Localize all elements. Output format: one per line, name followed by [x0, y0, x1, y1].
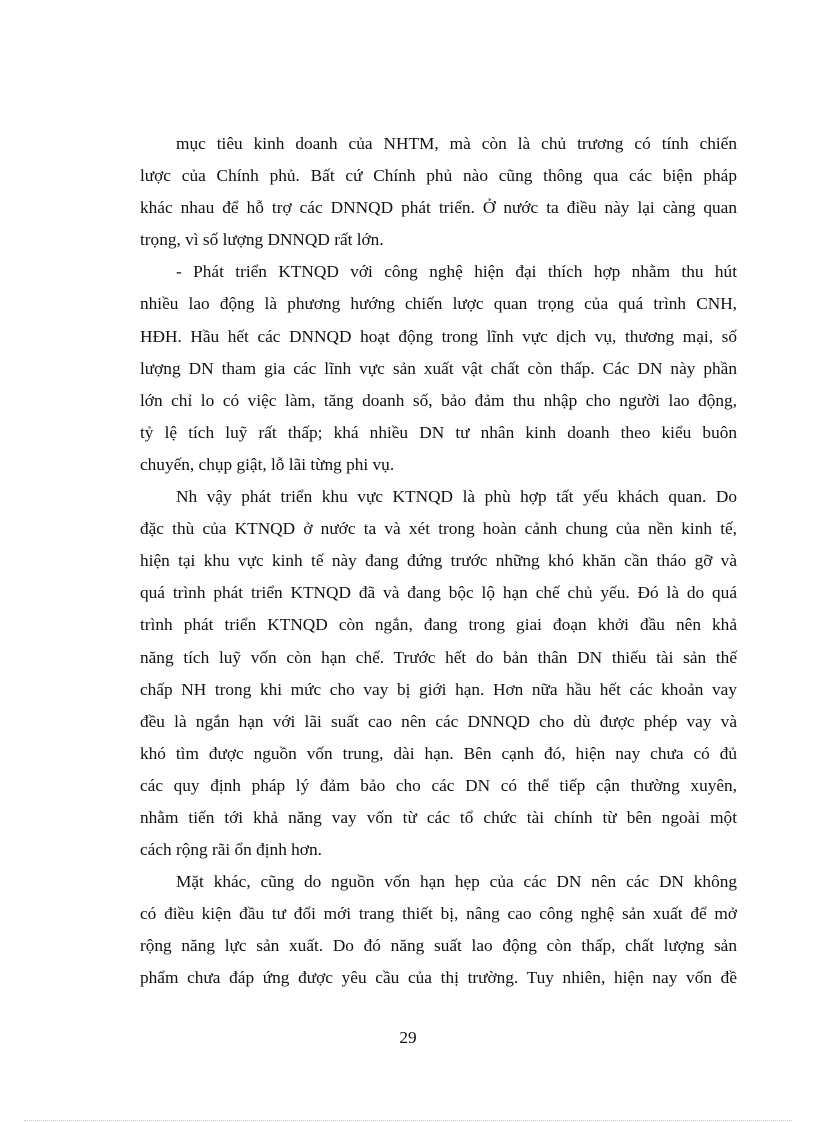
text-line: các quy định pháp lý đảm bảo cho các DN có thể tiếp cận thường xuyên,: [140, 775, 737, 795]
text-line: phẩm chưa đáp ứng được yêu cầu của thị trường. Tuy nhiên, hiện nay vốn đề: [140, 968, 737, 988]
text-line: khó tìm được nguồn vốn trung, dài hạn. Bên cạnh đó, hiện nay chưa có đủ: [140, 743, 737, 763]
text-line: Nh vậy phát triển khu vực KTNQD là phù hợp tất yếu khách quan. Do: [176, 487, 737, 507]
text-line: trọng, vì số lượng DNNQD rất lớn.: [140, 230, 384, 250]
text-line: - Phát triển KTNQD với công nghệ hiện đại thích hợp nhằm thu hút: [176, 262, 737, 282]
text-line: rộng năng lực sản xuất. Do đó năng suất lao động còn thấp, chất lượng sản: [140, 936, 737, 956]
body-text: [140, 128, 737, 995]
text-line: HĐH. Hầu hết các DNNQD hoạt động trong lĩnh vực dịch vụ, thương mại, số: [140, 326, 737, 346]
page-number: 29: [399, 1028, 417, 1047]
text-line: chấp NH trong khi mức cho vay bị giới hạn. Hơn nữa hầu hết các khoản vay: [140, 679, 737, 699]
text-line: chuyến, chụp giật, lỗ lãi từng phi vụ.: [140, 454, 395, 474]
text-line: lượng DN tham gia các lĩnh vực sản xuất vật chất còn thấp. Các DN này phần: [140, 358, 737, 378]
text-line: lược của Chính phủ. Bất cứ Chính phủ nào cũng thông qua các biện pháp: [140, 166, 737, 186]
text-line: Mặt khác, cũng do nguồn vốn hạn hẹp của các DN nên các DN không: [176, 872, 737, 892]
text-line: trình phát triển KTNQD còn ngắn, đang trong giai đoạn khởi đầu nên khả: [140, 615, 737, 635]
text-line: nhiều lao động là phương hướng chiến lược quan trọng của quá trình CNH,: [140, 294, 737, 314]
text-line: đều là ngắn hạn với lãi suất cao nên các DNNQD cho dù được phép vay và: [140, 711, 737, 731]
text-line: tỷ lệ tích luỹ rất thấp; khá nhiều DN tư nhân kinh doanh theo kiểu buôn: [140, 422, 737, 442]
footer-divider: [24, 1120, 792, 1121]
text-line: có điều kiện đầu tư đổi mới trang thiết bị, nâng cao công nghệ sản xuất để mở: [140, 904, 737, 924]
text-line: khác nhau để hỗ trợ các DNNQD phát triển. Ở nước ta điều này lại càng quan: [140, 198, 737, 218]
text-line: cách rộng rãi ổn định hơn.: [140, 840, 322, 860]
text-line: hiện tại khu vực kinh tế này đang đứng trước những khó khăn cần tháo gỡ và: [140, 551, 737, 571]
text-line: mục tiêu kinh doanh của NHTM, mà còn là chủ trương có tính chiến: [176, 134, 737, 153]
text-line: nhằm tiến tới khả năng vay vốn từ các tổ chức tài chính từ bên ngoài một: [140, 807, 737, 827]
text-line: quá trình phát triển KTNQD đã và đang bộc lộ hạn chế chủ yếu. Đó là do quá: [140, 583, 737, 603]
text-line: năng tích luỹ vốn còn hạn chế. Trước hết do bản thân DN thiếu tài sản thế: [140, 647, 737, 667]
text-line: đặc thù của KTNQD ở nước ta và xét trong hoàn cảnh chung của nền kinh tế,: [140, 519, 737, 539]
text-line: lớn chỉ lo có việc làm, tăng doanh số, bảo đảm thu nhập cho người lao động,: [140, 390, 737, 410]
